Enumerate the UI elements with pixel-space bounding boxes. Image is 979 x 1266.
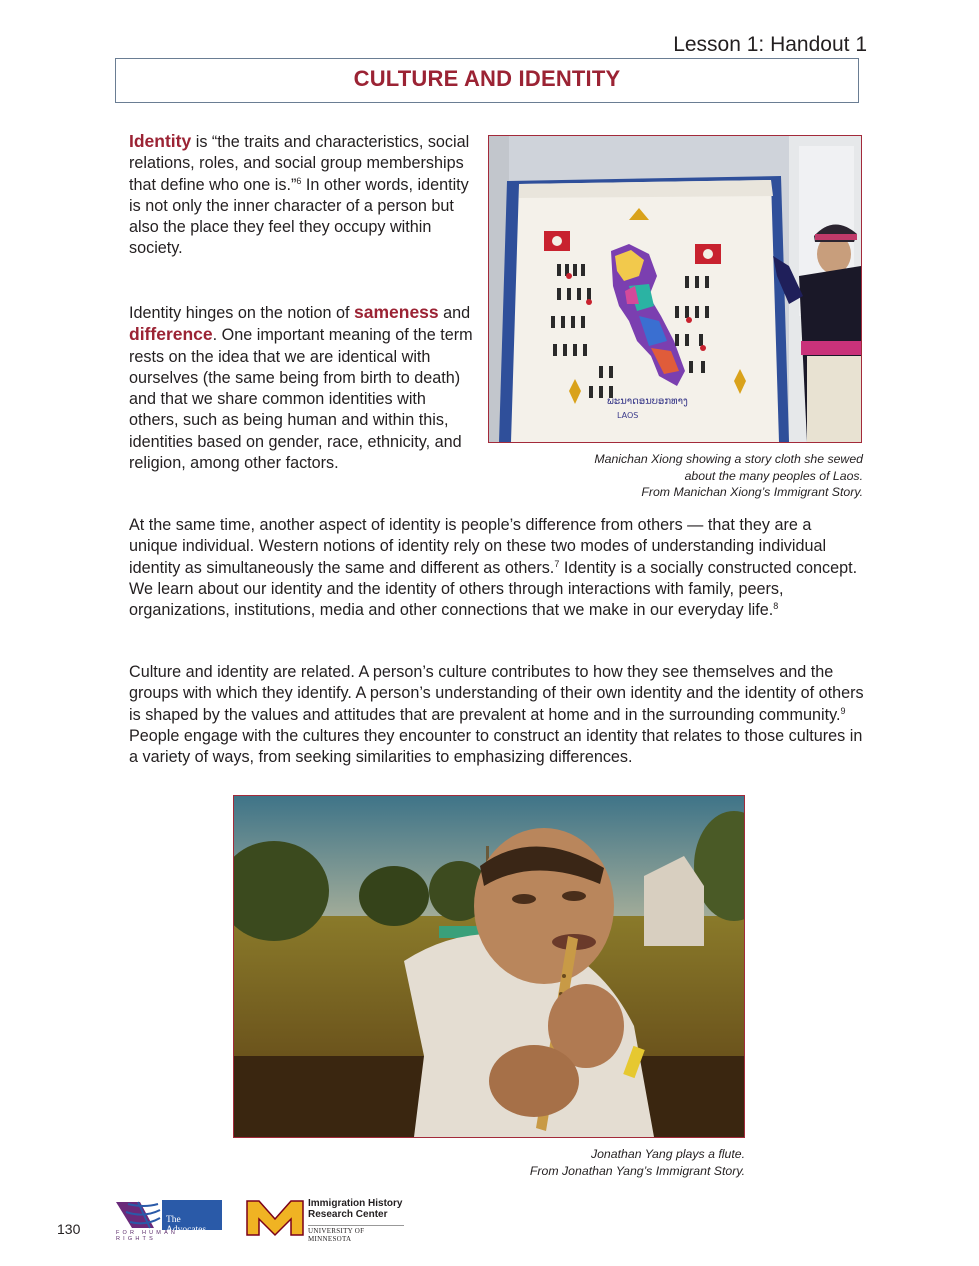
para4-text-b: People engage with the cultures they encounter to construct an identity that relates to those cultures in a variety of ways, from seeking similarities to emphasizing differences. [129, 726, 863, 767]
umn-text: UNIVERSITY OF MINNESOTA [308, 1225, 404, 1243]
ihrc-logo-text [308, 1198, 402, 1220]
para2-text-a: Identity hinges on the notion of [129, 304, 354, 322]
caption-line: Manichan Xiong showing a story cloth she sewed [594, 452, 863, 466]
flute-photo [233, 795, 745, 1138]
footnote-ref-6: 6 [296, 175, 302, 186]
ihrc-logo [245, 1197, 407, 1243]
para2-text-c: . One important meaning of the term rests on the idea that we are identical with ourselves (the same being from birth to death) and that we share common identities with others, such as being human and within this, identities based on gender, race, ethnicity, and religion, among other factors. [129, 326, 473, 473]
caption-line: about the many peoples of Laos. [684, 468, 863, 483]
caption-line: Jonathan Yang plays a flute. [590, 1147, 745, 1161]
para3-text-b: Identity is a socially constructed concept. We learn about our identity and the identity of others through interactions with family, peers, organizations, institutions, media and other connections that we make in our everyday life. [129, 558, 858, 620]
paragraph-identity-definition [129, 131, 479, 260]
ihrc-line1: Immigration History [308, 1198, 403, 1209]
cloth-laos-label: LAOS [617, 411, 639, 420]
footnote-ref-8: 8 [773, 601, 779, 612]
term-identity: Identity [129, 131, 192, 151]
term-difference: difference [129, 324, 213, 345]
term-sameness: sameness [354, 302, 439, 322]
advocates-logo-text: The Advocates [166, 1215, 207, 1235]
page-title: CULTURE AND IDENTITY [353, 66, 621, 91]
paragraph-difference [129, 515, 864, 621]
caption-line: From Jonathan Yang’s Immigrant Story. [529, 1163, 745, 1178]
footnote-ref-9: 9 [840, 705, 846, 716]
para3-text-a: At the same time, another aspect of identity is people’s difference from others — that they are a unique individual. Western notions of identity rely on these two modes of understanding individual identity as simultaneously the same and different as others. [129, 516, 827, 577]
flute-caption [415, 1146, 745, 1179]
paragraph-culture-identity [129, 662, 864, 768]
paragraph-sameness-difference [129, 302, 479, 474]
para2-text-b: and [438, 304, 471, 322]
lesson-label: Lesson 1: Handout 1 [673, 33, 867, 56]
para4-text-a: Culture and identity are related. A person’s culture contributes to how they see themselves and the groups with which they identify. A person’s understanding of their own identity and the identity of others is shaped by the values and attitudes that are prevalent at home and in the surrounding community. [129, 663, 864, 724]
page-number: 130 [57, 1221, 81, 1237]
story-cloth-photo [488, 135, 862, 443]
ihrc-line2: Research Center [308, 1209, 388, 1220]
footnote-ref-7: 7 [554, 558, 560, 569]
advocates-logo-subtext: FOR HUMAN RIGHTS [116, 1230, 179, 1242]
cloth-lao-text: ພະນາດອນບອກທາງ [607, 396, 688, 407]
advocates-logo [114, 1200, 222, 1242]
para1-text-b: In other words, identity is not only the inner character of a person but also the place they feel they occupy within society. [129, 175, 469, 258]
story-cloth-caption [533, 451, 863, 501]
caption-line: From Manichan Xiong’s Immigrant Story. [641, 485, 863, 499]
para1-text-a: is “the traits and characteristics, social relations, roles, and social group memberships that define who one is.” [129, 133, 470, 194]
